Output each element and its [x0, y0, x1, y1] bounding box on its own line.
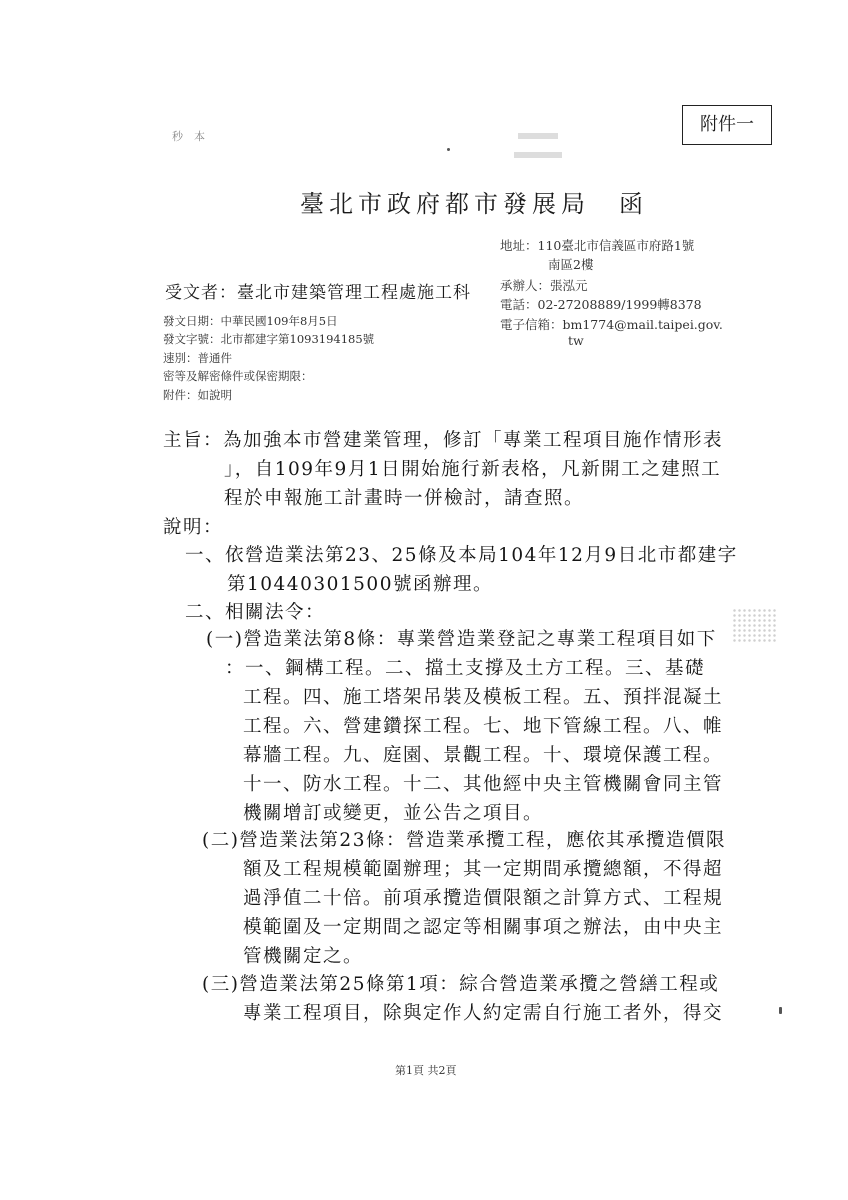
attachment-label-box: 附件一	[682, 105, 772, 145]
explanation-heading: 說明：	[163, 517, 224, 538]
subject-line-1: 主旨：為加強本市營建業管理，修訂「專業工程項目施作情形表	[163, 430, 724, 451]
speck	[447, 148, 450, 151]
law-article-23-line-2: 額及工程規模範圍辦理；其一定期間承攬總額，不得超	[243, 859, 724, 880]
document-title: 臺北市政府都市發展局 函	[300, 190, 648, 218]
law-article-23-line-3: 過淨值二十倍。前項承攬造價限額之計算方式、工程規	[243, 888, 724, 909]
law-article-8-line-2: ：一、鋼構工程。二、擋土支撐及土方工程。三、基礎	[225, 658, 706, 679]
law-article-23-line-4: 模範圍及一定期間之認定等相關事項之辦法，由中央主	[243, 917, 724, 938]
explanation-item-2-heading: 二、相關法令：	[185, 602, 326, 623]
law-article-8-line-5: 幕牆工程。九、庭園、景觀工程。十、環境保護工程。	[243, 745, 724, 766]
law-article-8-line-3: 工程。四、施工塔架吊裝及模板工程。五、預拌混凝土	[243, 687, 724, 708]
stamp-mark-1	[518, 133, 558, 139]
address-line-1: 地址：110臺北市信義區市府路1號	[500, 238, 695, 253]
attachments: 附件：如說明	[163, 388, 232, 402]
contact-person: 承辦人：張泓元	[500, 278, 588, 293]
law-article-25-line-2: 專業工程項目，除與定作人約定需自行施工者外，得交	[243, 1003, 724, 1024]
document-number: 發文字號：北市都建字第1093194185號	[163, 332, 375, 346]
contact-phone: 電話：02-27208889/1999轉8378	[500, 297, 702, 312]
subject-line-3: 程於申報施工計畫時一併檢討，請查照。	[224, 488, 585, 509]
speck	[779, 1007, 782, 1014]
address-line-2: 南區2樓	[548, 257, 594, 272]
scan-noise	[732, 608, 776, 644]
issue-date: 發文日期：中華民國109年8月5日	[163, 314, 338, 328]
contact-email: 電子信箱：bm1774@mail.taipei.gov.	[500, 317, 723, 332]
explanation-item-1-line-2: 第10440301500號函辦理。	[227, 574, 493, 595]
recipient: 受文者：臺北市建築管理工程處施工科	[165, 283, 471, 303]
law-article-23-line-5: 管機關定之。	[243, 946, 364, 967]
law-article-25-line-1: (三)營造業法第25條第1項：綜合營造業承攬之營繕工程或	[202, 974, 720, 995]
received-stamp: 秒 本	[172, 130, 205, 143]
law-article-8-line-6: 十一、防水工程。十二、其他經中央主管機關會同主管	[243, 774, 724, 795]
page-indicator: 第1頁 共2頁	[395, 1064, 457, 1077]
contact-email-continued: tw	[568, 333, 584, 348]
explanation-item-1-line-1: 一、依營造業法第23、25條及本局104年12月9日北市都建字	[185, 545, 738, 566]
delivery-speed: 速別：普通件	[163, 351, 232, 365]
secrecy-level: 密等及解密條件或保密期限：	[163, 369, 313, 383]
stamp-mark-2	[514, 152, 562, 158]
subject-line-2: 」，自109年9月1日開始施行新表格，凡新開工之建照工	[224, 459, 722, 480]
law-article-8-line-4: 工程。六、營建鑽探工程。七、地下管線工程。八、帷	[243, 716, 724, 737]
law-article-8-line-1: (一)營造業法第8條：專業營造業登記之專業工程項目如下	[206, 629, 717, 650]
law-article-23-line-1: (二)營造業法第23條：營造業承攬工程，應依其承攬造價限	[202, 830, 726, 851]
law-article-8-line-7: 機關增訂或變更，並公告之項目。	[243, 803, 544, 824]
